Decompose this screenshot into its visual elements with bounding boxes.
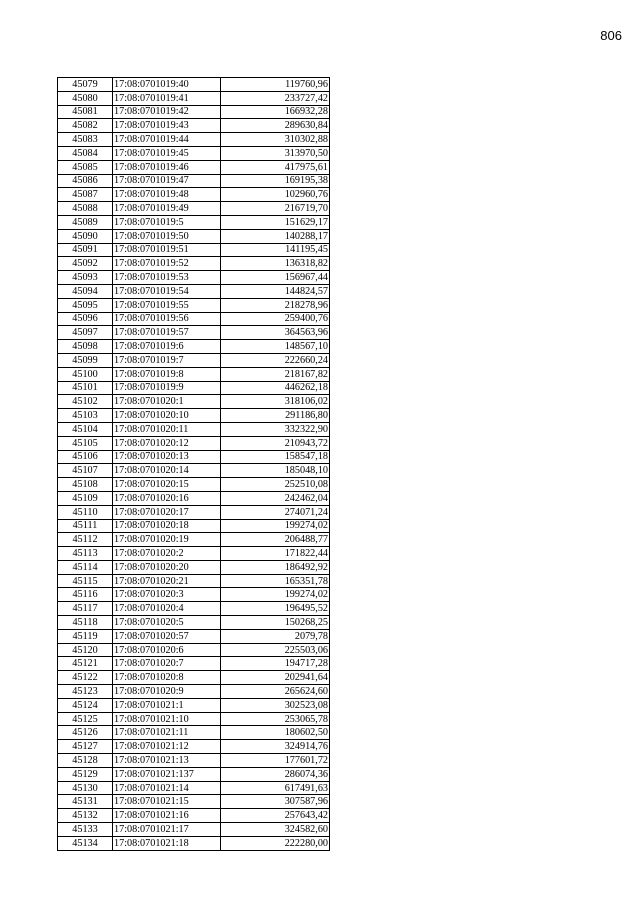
value-cell: 194717,28 — [221, 657, 330, 671]
table-row — [58, 202, 330, 216]
row-number-cell: 45098 — [58, 340, 113, 354]
table-row — [58, 643, 330, 657]
cadastral-number-cell: 17:08:0701020:8 — [113, 671, 221, 685]
row-number-cell: 45110 — [58, 505, 113, 519]
row-number-cell: 45091 — [58, 243, 113, 257]
value-cell: 307587,96 — [221, 795, 330, 809]
cadastral-number-cell: 17:08:0701019:6 — [113, 340, 221, 354]
row-number-cell: 45113 — [58, 547, 113, 561]
cadastral-number-cell: 17:08:0701019:46 — [113, 160, 221, 174]
value-cell: 252510,08 — [221, 478, 330, 492]
table-row — [58, 795, 330, 809]
value-cell: 242462,04 — [221, 491, 330, 505]
table-row — [58, 726, 330, 740]
row-number-cell: 45130 — [58, 781, 113, 795]
value-cell: 169195,38 — [221, 174, 330, 188]
cadastral-number-cell: 17:08:0701019:40 — [113, 78, 221, 92]
table-row — [58, 491, 330, 505]
value-cell: 274071,24 — [221, 505, 330, 519]
table-row — [58, 353, 330, 367]
row-number-cell: 45081 — [58, 105, 113, 119]
row-number-cell: 45134 — [58, 836, 113, 850]
value-cell: 302523,08 — [221, 698, 330, 712]
cadastral-number-cell: 17:08:0701020:15 — [113, 478, 221, 492]
cadastral-number-cell: 17:08:0701019:56 — [113, 312, 221, 326]
cadastral-number-cell: 17:08:0701020:13 — [113, 450, 221, 464]
cadastral-number-cell: 17:08:0701020:3 — [113, 588, 221, 602]
cadastral-number-cell: 17:08:0701020:19 — [113, 533, 221, 547]
cadastral-number-cell: 17:08:0701020:17 — [113, 505, 221, 519]
value-cell: 2079,78 — [221, 629, 330, 643]
cadastral-number-cell: 17:08:0701020:9 — [113, 685, 221, 699]
cadastral-number-cell: 17:08:0701020:21 — [113, 574, 221, 588]
value-cell: 136318,82 — [221, 257, 330, 271]
cadastral-number-cell: 17:08:0701019:44 — [113, 133, 221, 147]
cadastral-number-cell: 17:08:0701019:45 — [113, 146, 221, 160]
cadastral-number-cell: 17:08:0701019:57 — [113, 326, 221, 340]
table-row — [58, 229, 330, 243]
row-number-cell: 45126 — [58, 726, 113, 740]
value-cell: 218167,82 — [221, 367, 330, 381]
row-number-cell: 45133 — [58, 823, 113, 837]
cadastral-number-cell: 17:08:0701021:12 — [113, 740, 221, 754]
cadastral-number-cell: 17:08:0701019:8 — [113, 367, 221, 381]
cadastral-number-cell: 17:08:0701020:11 — [113, 422, 221, 436]
row-number-cell: 45102 — [58, 395, 113, 409]
value-cell: 141195,45 — [221, 243, 330, 257]
value-cell: 364563,96 — [221, 326, 330, 340]
value-cell: 259400,76 — [221, 312, 330, 326]
cadastral-table — [57, 77, 330, 851]
row-number-cell: 45086 — [58, 174, 113, 188]
table-row — [58, 367, 330, 381]
table-row — [58, 754, 330, 768]
value-cell: 206488,77 — [221, 533, 330, 547]
value-cell: 177601,72 — [221, 754, 330, 768]
value-cell: 417975,61 — [221, 160, 330, 174]
value-cell: 286074,36 — [221, 767, 330, 781]
row-number-cell: 45100 — [58, 367, 113, 381]
row-number-cell: 45083 — [58, 133, 113, 147]
cadastral-number-cell: 17:08:0701019:52 — [113, 257, 221, 271]
row-number-cell: 45132 — [58, 809, 113, 823]
value-cell: 150268,25 — [221, 616, 330, 630]
value-cell: 119760,96 — [221, 78, 330, 92]
value-cell: 318106,02 — [221, 395, 330, 409]
cadastral-number-cell: 17:08:0701021:1 — [113, 698, 221, 712]
table-row — [58, 78, 330, 92]
row-number-cell: 45121 — [58, 657, 113, 671]
table-row — [58, 574, 330, 588]
row-number-cell: 45117 — [58, 602, 113, 616]
cadastral-number-cell: 17:08:0701019:43 — [113, 119, 221, 133]
table-row — [58, 547, 330, 561]
table-row — [58, 671, 330, 685]
row-number-cell: 45096 — [58, 312, 113, 326]
cadastral-number-cell: 17:08:0701019:9 — [113, 381, 221, 395]
cadastral-number-cell: 17:08:0701019:55 — [113, 298, 221, 312]
value-cell: 291186,80 — [221, 409, 330, 423]
cadastral-number-cell: 17:08:0701021:14 — [113, 781, 221, 795]
table-row — [58, 588, 330, 602]
value-cell: 218278,96 — [221, 298, 330, 312]
table-row — [58, 409, 330, 423]
cadastral-number-cell: 17:08:0701019:49 — [113, 202, 221, 216]
table-row — [58, 629, 330, 643]
table-row — [58, 809, 330, 823]
table-row — [58, 340, 330, 354]
value-cell: 446262,18 — [221, 381, 330, 395]
table-row — [58, 105, 330, 119]
table-row — [58, 174, 330, 188]
row-number-cell: 45128 — [58, 754, 113, 768]
table-row — [58, 464, 330, 478]
value-cell: 332322,90 — [221, 422, 330, 436]
row-number-cell: 45131 — [58, 795, 113, 809]
row-number-cell: 45123 — [58, 685, 113, 699]
cadastral-number-cell: 17:08:0701019:5 — [113, 215, 221, 229]
row-number-cell: 45093 — [58, 271, 113, 285]
cadastral-number-cell: 17:08:0701019:50 — [113, 229, 221, 243]
page-number: 806 — [600, 28, 622, 43]
table-row — [58, 823, 330, 837]
table-row — [58, 602, 330, 616]
table-row — [58, 436, 330, 450]
table-row — [58, 450, 330, 464]
cadastral-number-cell: 17:08:0701020:14 — [113, 464, 221, 478]
value-cell: 324582,60 — [221, 823, 330, 837]
table-body — [58, 78, 330, 851]
value-cell: 199274,02 — [221, 519, 330, 533]
row-number-cell: 45084 — [58, 146, 113, 160]
table-row — [58, 836, 330, 850]
row-number-cell: 45122 — [58, 671, 113, 685]
row-number-cell: 45112 — [58, 533, 113, 547]
row-number-cell: 45109 — [58, 491, 113, 505]
cadastral-number-cell: 17:08:0701019:47 — [113, 174, 221, 188]
row-number-cell: 45090 — [58, 229, 113, 243]
value-cell: 151629,17 — [221, 215, 330, 229]
value-cell: 165351,78 — [221, 574, 330, 588]
cadastral-number-cell: 17:08:0701020:5 — [113, 616, 221, 630]
value-cell: 216719,70 — [221, 202, 330, 216]
row-number-cell: 45125 — [58, 712, 113, 726]
value-cell: 158547,18 — [221, 450, 330, 464]
table-row — [58, 312, 330, 326]
value-cell: 156967,44 — [221, 271, 330, 285]
row-number-cell: 45116 — [58, 588, 113, 602]
row-number-cell: 45111 — [58, 519, 113, 533]
row-number-cell: 45107 — [58, 464, 113, 478]
row-number-cell: 45105 — [58, 436, 113, 450]
cadastral-number-cell: 17:08:0701021:15 — [113, 795, 221, 809]
cadastral-number-cell: 17:08:0701019:41 — [113, 91, 221, 105]
value-cell: 199274,02 — [221, 588, 330, 602]
cadastral-number-cell: 17:08:0701021:18 — [113, 836, 221, 850]
table-row — [58, 657, 330, 671]
cadastral-number-cell: 17:08:0701020:10 — [113, 409, 221, 423]
value-cell: 265624,60 — [221, 685, 330, 699]
row-number-cell: 45127 — [58, 740, 113, 754]
table-row — [58, 284, 330, 298]
row-number-cell: 45088 — [58, 202, 113, 216]
row-number-cell: 45080 — [58, 91, 113, 105]
cadastral-number-cell: 17:08:0701020:12 — [113, 436, 221, 450]
cadastral-number-cell: 17:08:0701021:10 — [113, 712, 221, 726]
value-cell: 144824,57 — [221, 284, 330, 298]
row-number-cell: 45097 — [58, 326, 113, 340]
row-number-cell: 45103 — [58, 409, 113, 423]
row-number-cell: 45120 — [58, 643, 113, 657]
row-number-cell: 45129 — [58, 767, 113, 781]
table-row — [58, 712, 330, 726]
row-number-cell: 45101 — [58, 381, 113, 395]
row-number-cell: 45119 — [58, 629, 113, 643]
table-row — [58, 160, 330, 174]
table-row — [58, 381, 330, 395]
cadastral-number-cell: 17:08:0701019:51 — [113, 243, 221, 257]
cadastral-number-cell: 17:08:0701020:1 — [113, 395, 221, 409]
cadastral-number-cell: 17:08:0701020:6 — [113, 643, 221, 657]
table-row — [58, 133, 330, 147]
table-row — [58, 119, 330, 133]
table-row — [58, 698, 330, 712]
value-cell: 186492,92 — [221, 560, 330, 574]
row-number-cell: 45079 — [58, 78, 113, 92]
row-number-cell: 45118 — [58, 616, 113, 630]
table-row — [58, 146, 330, 160]
table-row — [58, 257, 330, 271]
cadastral-number-cell: 17:08:0701019:7 — [113, 353, 221, 367]
row-number-cell: 45092 — [58, 257, 113, 271]
table-row — [58, 326, 330, 340]
table-row — [58, 395, 330, 409]
cadastral-number-cell: 17:08:0701019:54 — [113, 284, 221, 298]
row-number-cell: 45106 — [58, 450, 113, 464]
row-number-cell: 45095 — [58, 298, 113, 312]
row-number-cell: 45085 — [58, 160, 113, 174]
table-row — [58, 560, 330, 574]
table-row — [58, 298, 330, 312]
table-row — [58, 215, 330, 229]
row-number-cell: 45104 — [58, 422, 113, 436]
cadastral-number-cell: 17:08:0701021:137 — [113, 767, 221, 781]
value-cell: 210943,72 — [221, 436, 330, 450]
cadastral-number-cell: 17:08:0701019:48 — [113, 188, 221, 202]
table-row — [58, 91, 330, 105]
row-number-cell: 45108 — [58, 478, 113, 492]
value-cell: 202941,64 — [221, 671, 330, 685]
table-row — [58, 616, 330, 630]
row-number-cell: 45094 — [58, 284, 113, 298]
cadastral-number-cell: 17:08:0701019:42 — [113, 105, 221, 119]
table-row — [58, 478, 330, 492]
cadastral-number-cell: 17:08:0701020:20 — [113, 560, 221, 574]
value-cell: 617491,63 — [221, 781, 330, 795]
row-number-cell: 45115 — [58, 574, 113, 588]
value-cell: 196495,52 — [221, 602, 330, 616]
value-cell: 148567,10 — [221, 340, 330, 354]
cadastral-number-cell: 17:08:0701020:18 — [113, 519, 221, 533]
value-cell: 313970,50 — [221, 146, 330, 160]
value-cell: 180602,50 — [221, 726, 330, 740]
value-cell: 257643,42 — [221, 809, 330, 823]
table-row — [58, 188, 330, 202]
value-cell: 289630,84 — [221, 119, 330, 133]
table-row — [58, 271, 330, 285]
cadastral-number-cell: 17:08:0701019:53 — [113, 271, 221, 285]
table-row — [58, 519, 330, 533]
cadastral-number-cell: 17:08:0701021:13 — [113, 754, 221, 768]
value-cell: 222280,00 — [221, 836, 330, 850]
row-number-cell: 45089 — [58, 215, 113, 229]
cadastral-number-cell: 17:08:0701020:7 — [113, 657, 221, 671]
value-cell: 185048,10 — [221, 464, 330, 478]
table-row — [58, 781, 330, 795]
cadastral-number-cell: 17:08:0701021:11 — [113, 726, 221, 740]
value-cell: 310302,88 — [221, 133, 330, 147]
table-row — [58, 533, 330, 547]
value-cell: 140288,17 — [221, 229, 330, 243]
cadastral-number-cell: 17:08:0701020:2 — [113, 547, 221, 561]
cadastral-number-cell: 17:08:0701020:4 — [113, 602, 221, 616]
cadastral-number-cell: 17:08:0701020:16 — [113, 491, 221, 505]
value-cell: 171822,44 — [221, 547, 330, 561]
table-row — [58, 243, 330, 257]
value-cell: 222660,24 — [221, 353, 330, 367]
table-row — [58, 740, 330, 754]
table-row — [58, 422, 330, 436]
value-cell: 253065,78 — [221, 712, 330, 726]
cadastral-number-cell: 17:08:0701021:17 — [113, 823, 221, 837]
table-row — [58, 505, 330, 519]
cadastral-number-cell: 17:08:0701020:57 — [113, 629, 221, 643]
table-row — [58, 685, 330, 699]
row-number-cell: 45124 — [58, 698, 113, 712]
value-cell: 102960,76 — [221, 188, 330, 202]
value-cell: 225503,06 — [221, 643, 330, 657]
row-number-cell: 45099 — [58, 353, 113, 367]
table-row — [58, 767, 330, 781]
value-cell: 233727,42 — [221, 91, 330, 105]
cadastral-number-cell: 17:08:0701021:16 — [113, 809, 221, 823]
value-cell: 166932,28 — [221, 105, 330, 119]
value-cell: 324914,76 — [221, 740, 330, 754]
row-number-cell: 45082 — [58, 119, 113, 133]
row-number-cell: 45114 — [58, 560, 113, 574]
row-number-cell: 45087 — [58, 188, 113, 202]
